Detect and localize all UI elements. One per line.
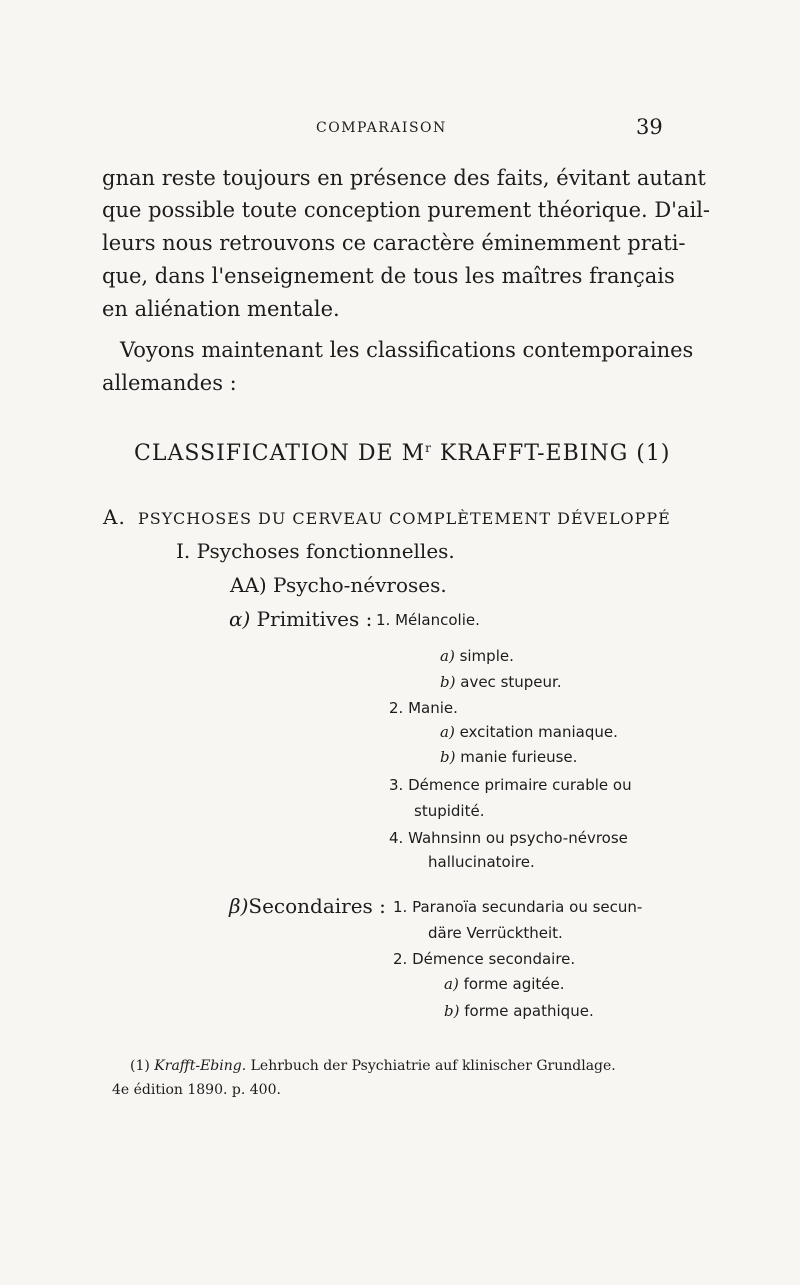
list-item: b) manie furieuse. xyxy=(440,748,578,766)
running-head: COMPARAISON xyxy=(316,120,447,136)
paragraph-line: en aliénation mentale. xyxy=(102,297,340,321)
list-item: b) forme apathique. xyxy=(444,1002,594,1020)
list-item-continuation: däre Verrücktheit. xyxy=(428,924,563,942)
list-item: 3. Démence primaire curable ou xyxy=(389,776,632,794)
paragraph-line: allemandes : xyxy=(102,371,237,395)
footnote-line: (1) Krafft-Ebing. Lehrbuch der Psychiatrie auf klinischer Grundlage. xyxy=(130,1058,616,1074)
list-item: b) avec stupeur. xyxy=(440,673,562,691)
list-item: a) forme agitée. xyxy=(444,975,565,993)
footnote-line: 4e édition 1890. p. 400. xyxy=(112,1082,281,1098)
page-number: 39 xyxy=(636,115,663,139)
paragraph-line: leurs nous retrouvons ce caractère éminemment prati- xyxy=(102,231,686,255)
primitives-heading: α) Primitives : xyxy=(229,607,373,631)
list-item-continuation: stupidité. xyxy=(414,802,485,820)
classification-title: CLASSIFICATION DE $M^r$ KRAFFT-EBING (1) xyxy=(134,441,671,466)
paragraph-line: que, dans l'enseignement de tous les maîtres français xyxy=(102,264,675,288)
list-item: 2. Manie. xyxy=(389,699,458,717)
outline-level1: I. Psychoses fonctionnelles. xyxy=(176,539,455,563)
list-item: a) simple. xyxy=(440,647,514,665)
list-item-continuation: hallucinatoire. xyxy=(428,853,535,871)
list-item: 2. Démence secondaire. xyxy=(393,950,576,968)
paragraph-line: Voyons maintenant les classifications contemporaines xyxy=(120,338,694,362)
section-a-heading: A. PSYCHOSES DU CERVEAU COMPLÈTEMENT DÉVELOPPÉ xyxy=(103,505,671,529)
secondaires-heading: β)Secondaires : xyxy=(229,894,386,918)
list-item: a) excitation maniaque. xyxy=(440,723,618,741)
list-item: 1. Mélancolie. xyxy=(376,611,480,629)
paragraph-line: que possible toute conception purement théorique. D'ail- xyxy=(102,198,711,222)
list-item: 4. Wahnsinn ou psycho-névrose xyxy=(389,829,628,847)
list-item: 1. Paranoïa secundaria ou secun- xyxy=(393,898,643,916)
outline-level2: AA) Psycho-névroses. xyxy=(230,573,447,597)
paragraph-line: gnan reste toujours en présence des faits, évitant autant xyxy=(102,166,706,190)
